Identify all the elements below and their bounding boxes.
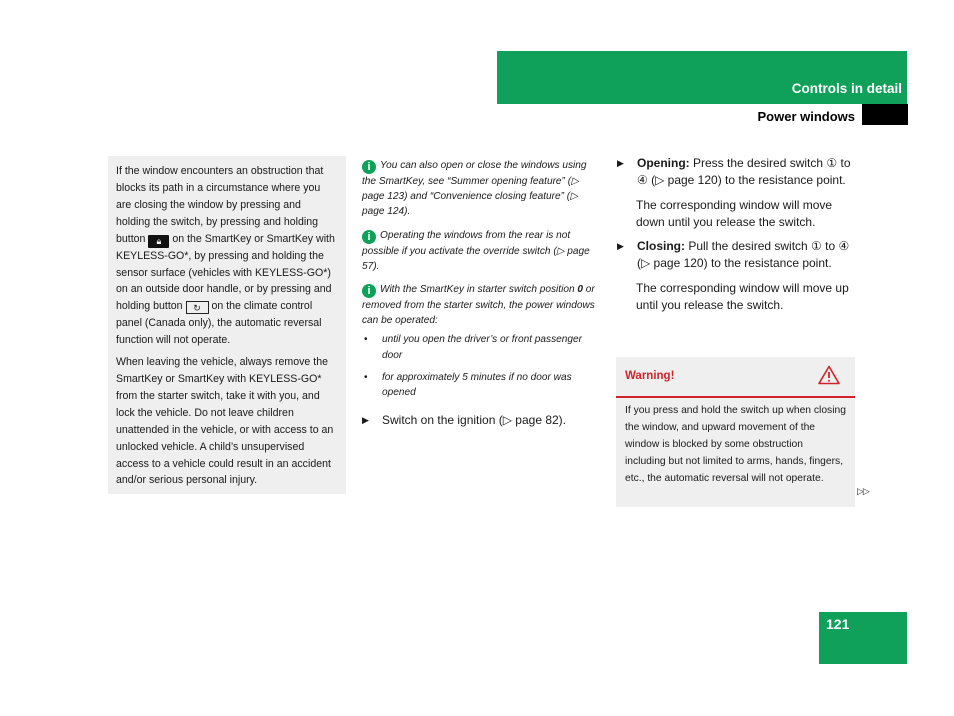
closing-result: The corresponding window will move up until you release the switch. <box>636 281 849 312</box>
warning-title: Warning! <box>625 370 675 382</box>
notes-column <box>362 158 602 429</box>
info-icon: i <box>362 284 376 298</box>
opening-result: The corresponding window will move down until you release the switch. <box>636 198 833 229</box>
warning-header <box>616 357 855 398</box>
warning-text: If you press and hold the switch up when closing the window, and upward movement of the window is blocked by some obstruction including but not limited to arms, hands, fingers, etc., the automatic reversal will not operate. <box>625 405 846 484</box>
info-icon: i <box>362 230 376 244</box>
ignition-step: ▶ Switch on the ignition (▷ page 82). <box>362 412 602 429</box>
warning-box <box>616 357 855 507</box>
safety-notice-box <box>108 156 346 494</box>
section-title: Controls in detail <box>791 81 902 96</box>
opening-step: ▶ Opening: Press the desired switch ① to ④ (▷ page 120) to the resistance point. <box>617 155 857 189</box>
header-band <box>497 51 907 104</box>
note-starter-switch: i With the SmartKey in starter switch position 0 or removed from the starter switch, the power windows can be operated: • until you open the driver’s or front passenger door • for approximately 5 minutes if no door was opened <box>362 282 602 400</box>
subsection-title: Power windows <box>757 109 855 124</box>
warning-triangle-icon <box>818 365 840 385</box>
car-recirculation-icon: ↻ <box>186 301 209 314</box>
obstruction-paragraph: If the window encounters an obstruction that blocks its path in a circumstance where you are closing the window by pressing and holding the switch, by pressing and holding button 🔒︎ on the SmartKey or SmartKey with KEYLESS-GO*, by pressing and holding the sensor surface (vehicles with KEYLESS-GO*) on an outside door handle, or by pressing and holding button ↻ on the climate control panel (Canada only), the automatic reversal function will not operate. <box>116 165 335 347</box>
info-icon: i <box>362 160 376 174</box>
closing-step: ▶ Closing: Pull the desired switch ① to ④ (▷ page 120) to the resistance point. <box>617 238 857 272</box>
header-tab-marker <box>862 104 908 125</box>
leaving-vehicle-paragraph: When leaving the vehicle, always remove the SmartKey or SmartKey with KEYLESS-GO* from the starter switch, take it with you, and lock the vehicle. Do not leave children unattended in the vehicle, or with access to an unlocked vehicle. A child’s unsupervised access to a vehicle could result in an accident and/or serious personal injury. <box>116 356 334 487</box>
lock-icon: 🔒︎ <box>148 235 169 248</box>
instructions-column <box>617 155 857 321</box>
note-smartkey: i You can also open or close the windows using the SmartKey, see “Summer opening feature” (▷ page 123) and “Convenience closing feature” (▷ page 124). <box>362 160 587 218</box>
list-item: • until you open the driver’s or front passenger door <box>362 332 602 362</box>
note-rear-override: i Operating the windows from the rear is not possible if you activate the override switch (▷ page 57). <box>362 229 590 272</box>
conditions-list <box>362 332 602 400</box>
list-item: • for approximately 5 minutes if no door was opened <box>362 370 602 400</box>
page-number: 121 <box>826 616 850 632</box>
continue-marker: ▷▷ <box>857 486 869 496</box>
